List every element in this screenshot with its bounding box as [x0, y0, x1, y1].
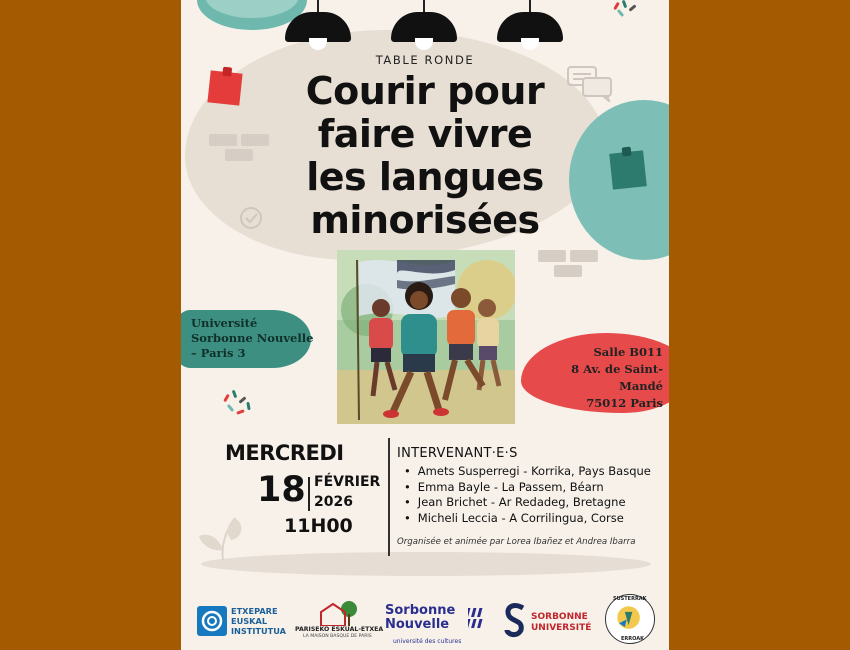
- event-title: [201, 70, 649, 242]
- logo-text-line: INSTITUTUA: [231, 626, 286, 636]
- event-type: TABLE RONDE: [375, 53, 475, 67]
- university-line: – Paris 3: [191, 346, 246, 360]
- susterrak-logo-subtext: ERROAK: [621, 636, 644, 642]
- venue-line: 8 Av. de Saint-Mandé: [571, 362, 663, 393]
- event-day: MERCREDI: [225, 441, 344, 465]
- leaf-icon: [195, 510, 251, 566]
- partner-logos: [181, 592, 669, 650]
- runners-illustration: [337, 250, 515, 424]
- confetti-icon: [611, 0, 645, 34]
- title-line: minorisées: [310, 198, 540, 242]
- lamp-icon: [391, 0, 457, 50]
- etxepare-logo-icon: [197, 606, 227, 636]
- title-line: les langues: [306, 155, 544, 199]
- speakers-divider: [388, 438, 390, 556]
- event-date-number: 18: [257, 470, 306, 510]
- venue-address: [531, 344, 663, 412]
- speaker-item: • Emma Bayle - La Passem, Béarn: [404, 480, 651, 496]
- confetti-icon: [221, 390, 255, 424]
- sorbonne-universite-logo-icon: [503, 602, 527, 638]
- date-divider: [308, 477, 310, 511]
- etxepare-logo-text: [231, 606, 286, 636]
- maison-basque-logo-text: PARISEKO ESKUAL-ETXEA: [295, 626, 384, 633]
- speakers-list: [404, 464, 651, 526]
- susterrak-logo-text: SUSTERRAK: [613, 596, 647, 602]
- university-line: Université: [191, 316, 258, 330]
- speakers-heading: INTERVENANT·E·S: [397, 446, 518, 461]
- maison-basque-logo-subtext: LA MAISON BASQUE DE PARIS: [303, 634, 372, 639]
- venue-line: 75012 Paris: [586, 396, 663, 410]
- maison-basque-logo-icon: [319, 600, 359, 626]
- university-line: Sorbonne Nouvelle: [191, 331, 314, 345]
- logo-text-line: Nouvelle: [385, 617, 450, 632]
- logo-text-line: ETXEPARE: [231, 606, 278, 616]
- event-time: 11H00: [284, 515, 353, 537]
- event-month: FÉVRIER: [314, 474, 381, 490]
- venue-line: Salle B011: [593, 345, 663, 359]
- speaker-item: • Jean Brichet - Ar Redadeg, Bretagne: [404, 495, 651, 511]
- logo-text-line: SORBONNE: [531, 612, 588, 622]
- sorbonne-nouvelle-logo-subtext: université des cultures: [393, 638, 462, 645]
- event-year: 2026: [314, 494, 353, 510]
- sorbonne-nouvelle-logo-icon: [468, 606, 490, 630]
- speaker-item: • Amets Susperregi - Korrika, Pays Basque: [404, 464, 651, 480]
- lamp-icon: [497, 0, 563, 50]
- logo-text-line: Sorbonne: [385, 603, 456, 618]
- decor-ground-shadow: [201, 552, 651, 576]
- logo-text-line: UNIVERSITÉ: [531, 623, 592, 633]
- title-line: faire vivre: [317, 112, 533, 156]
- speaker-item: • Micheli Leccia - A Corrilingua, Corse: [404, 511, 651, 527]
- sorbonne-universite-logo-text: [531, 612, 591, 634]
- university-label: [191, 316, 316, 361]
- title-line: Courir pour: [305, 69, 545, 113]
- organisers-note: Organisée et animée par Lorea Ibañez et Andrea Ibarra: [397, 537, 636, 547]
- logo-text-line: EUSKAL: [231, 616, 268, 626]
- event-poster: [181, 0, 669, 650]
- lamp-icon: [285, 0, 351, 50]
- sorbonne-nouvelle-logo-text: [385, 604, 455, 632]
